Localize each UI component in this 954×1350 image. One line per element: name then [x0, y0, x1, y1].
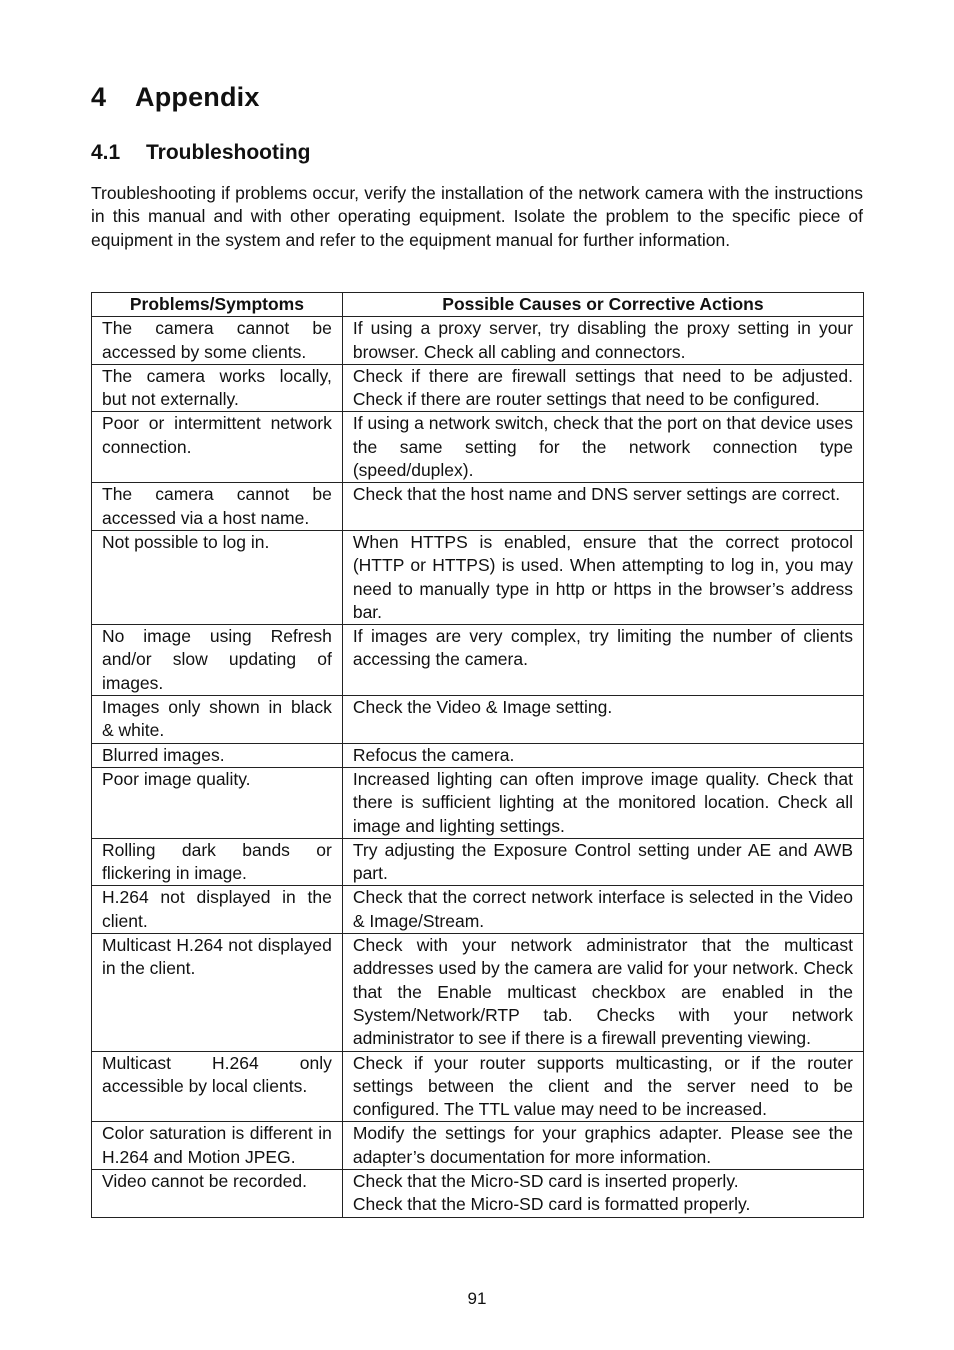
action-cell: When HTTPS is enabled, ensure that the correct protocol (HTTP or HTTPS) is used. When attempting to log in, you may need to manually type in http or https in the browser’s address bar.: [342, 530, 863, 624]
table-row: [92, 934, 864, 1051]
page-number: 91: [467, 1289, 487, 1308]
table-row: [92, 1122, 864, 1170]
action-cell: Modify the settings for your graphics adapter. Please see the adapter’s documentation for more information.: [342, 1122, 863, 1170]
table-row: [92, 743, 864, 767]
action-cell: Increased lighting can often improve image quality. Check that there is sufficient lighting at the monitored location. Check all image and lighting settings.: [342, 767, 863, 838]
problem-cell: H.264 not displayed in the client.: [92, 886, 343, 934]
table-header-row: [92, 293, 864, 317]
table-row: [92, 696, 864, 744]
problem-cell: Poor or intermittent network connection.: [92, 412, 343, 483]
action-cell: Check if there are firewall settings that need to be adjusted. Check if there are router settings that need to be configured.: [342, 364, 863, 412]
table-row: [92, 317, 864, 365]
table-row: [92, 412, 864, 483]
problem-cell: No image using Refresh and/or slow updating of images.: [92, 625, 343, 696]
action-cell: Check with your network administrator that the multicast addresses used by the camera are valid for your network. Check that the Enable multicast checkbox are enabled in the System/Network/RTP tab. Checks with your network administrator to see if there is a firewall preventing viewing.: [342, 934, 863, 1051]
problem-cell: The camera cannot be accessed by some clients.: [92, 317, 343, 365]
action-cell: Check that the Micro-SD card is inserted properly. Check that the Micro-SD card is formatted properly.: [342, 1169, 863, 1217]
table-row: [92, 1169, 864, 1217]
action-cell: Check if your router supports multicasting, or if the router settings between the client and the server need to be configured. The TTL value may need to be increased.: [342, 1051, 863, 1122]
table-row: [92, 530, 864, 624]
problem-cell: The camera cannot be accessed via a host name.: [92, 483, 343, 531]
action-cell: Refocus the camera.: [342, 743, 863, 767]
problem-cell: The camera works locally, but not externally.: [92, 364, 343, 412]
header-problems: Problems/Symptoms: [92, 293, 343, 317]
problem-cell: Images only shown in black & white.: [92, 696, 343, 744]
action-cell: Check that the correct network interface is selected in the Video & Image/Stream.: [342, 886, 863, 934]
problem-cell: Color saturation is different in H.264 and Motion JPEG.: [92, 1122, 343, 1170]
problem-cell: Blurred images.: [92, 743, 343, 767]
table-row: [92, 625, 864, 696]
header-actions: Possible Causes or Corrective Actions: [342, 293, 863, 317]
table-row: [92, 838, 864, 886]
section-number: 4.1: [91, 141, 121, 164]
section-title: Troubleshooting: [146, 141, 311, 164]
problem-cell: Video cannot be recorded.: [92, 1169, 343, 1217]
table-body: [92, 317, 864, 1217]
action-cell: If using a network switch, check that the port on that device uses the same setting for the network connection type (speed/duplex).: [342, 412, 863, 483]
action-cell: If images are very complex, try limiting the number of clients accessing the camera.: [342, 625, 863, 696]
problem-cell: Poor image quality.: [92, 767, 343, 838]
troubleshooting-table: [91, 292, 864, 1218]
table-row: [92, 483, 864, 531]
action-cell: If using a proxy server, try disabling the proxy setting in your browser. Check all cabling and connectors.: [342, 317, 863, 365]
action-cell: Try adjusting the Exposure Control setting under AE and AWB part.: [342, 838, 863, 886]
table-row: [92, 1051, 864, 1122]
intro-paragraph: Troubleshooting if problems occur, verify the installation of the network camera with the instructions in this manual and with other operating equipment. Isolate the problem to the specific piece of equipment in the system and refer to the equipment manual for further information.: [91, 183, 863, 250]
problem-cell: Rolling dark bands or flickering in image.: [92, 838, 343, 886]
action-cell: Check that the host name and DNS server settings are correct.: [342, 483, 863, 531]
action-cell: Check the Video & Image setting.: [342, 696, 863, 744]
chapter-title: Appendix: [135, 82, 260, 112]
table-row: [92, 767, 864, 838]
chapter-number: 4: [91, 82, 107, 112]
problem-cell: Multicast H.264 not displayed in the client.: [92, 934, 343, 1051]
table-row: [92, 886, 864, 934]
section-heading: [91, 141, 310, 165]
chapter-heading: [91, 82, 260, 113]
problem-cell: Not possible to log in.: [92, 530, 343, 624]
problem-cell: Multicast H.264 only accessible by local clients.: [92, 1051, 343, 1122]
table-row: [92, 364, 864, 412]
